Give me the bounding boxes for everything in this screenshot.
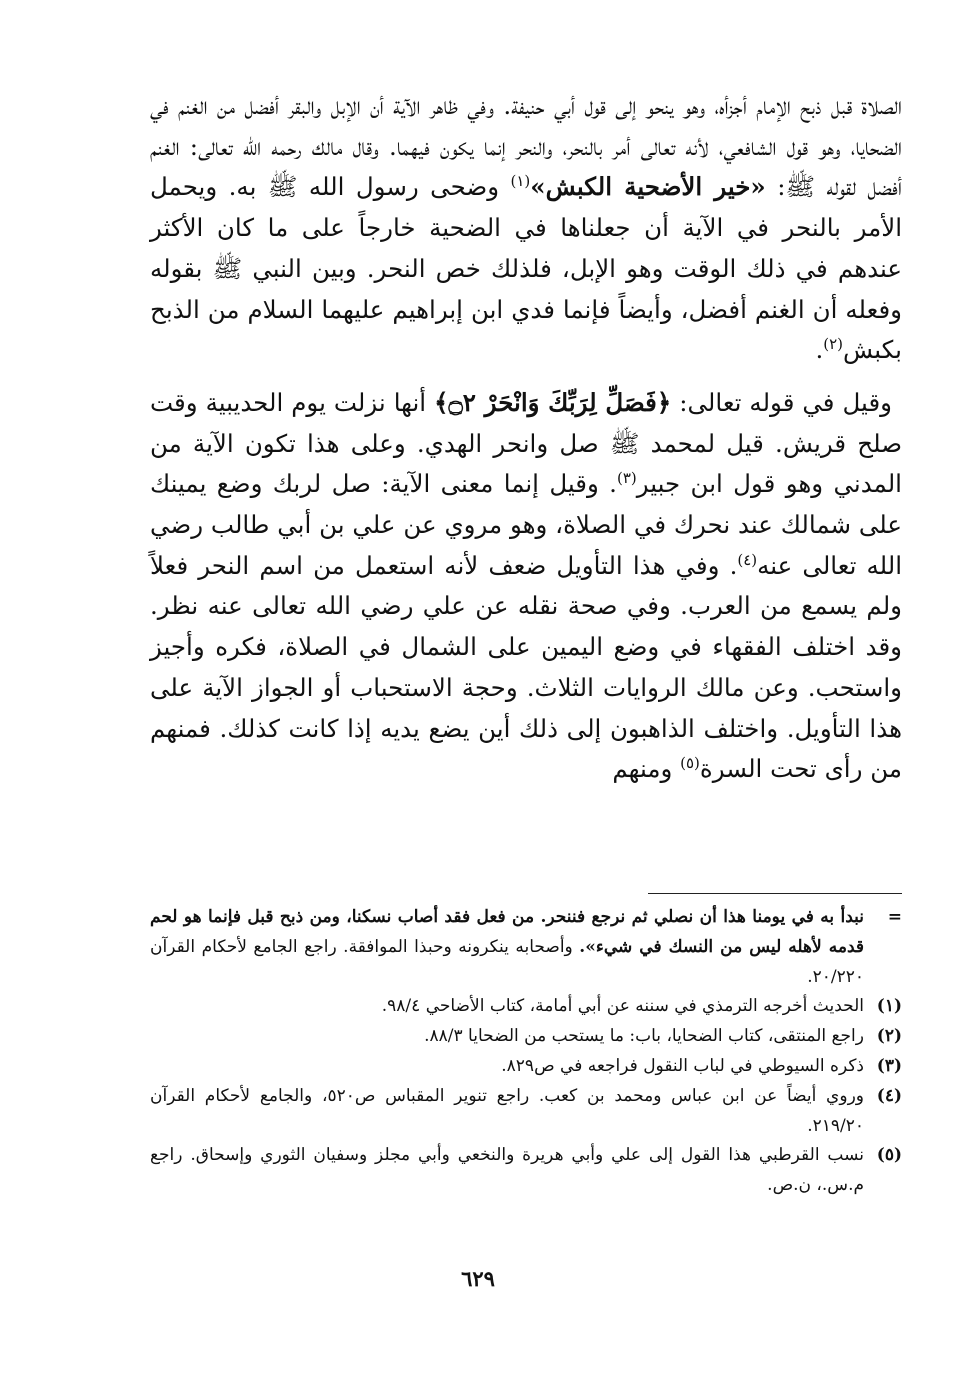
footnote-4-mark: (٤) [876, 1085, 902, 1106]
paragraph-1-text-2: وضحى رسول الله ﷺ به. ويحمل الأمر بالنحر في الآية أن جعلناها في الضحية خارجاً على ما كان الأكثر عندهم في ذلك الوقت وهو الإبل، فلذلك خص النحر. وبين النبي ﷺ بقوله وفعله أن الغنم أفضل، وأيضاً فإنما فدي ابن إبراهيم عليهما السلام من الذبح بكبش [150, 172, 902, 365]
footnote-1-text: الحديث أخرجه الترمذي في سننه عن أبي أمامة، كتاب الأضاحي ٩٨/٤. [381, 996, 864, 1017]
footnote-3 [150, 1052, 902, 1082]
footnote-5-mark: (٥) [876, 1145, 902, 1166]
footnote-4-text: وروي أيضاً عن ابن عباس ومحمد بن كعب. راجع تنوير المقباس ص٥٢٠، والجامع لأحكام القرآن ٢١٩/٢٠. [150, 1085, 864, 1136]
quran-verse: ﴿فَصَلِّ لِرَبِّكَ وَانْحَرْ ۝٢﴾ [434, 387, 672, 417]
footnote-continuation [150, 903, 902, 992]
main-text [150, 86, 902, 790]
paragraph-2-text-3: . وقيل إنما معنى الآية: صل لربك وضع يمينك على شمالك عند نحرك في الصلاة، وهو مروي عن علي بن أبي طالب رضي الله تعالى عنه [150, 469, 902, 580]
footnote-ref-3[interactable]: (٣) [616, 469, 637, 488]
footnotes [150, 903, 902, 1201]
footnote-2 [150, 1022, 902, 1052]
hadith-quote: «خير الأضحية الكبش» [530, 172, 766, 202]
page-number: ٦٢٩ [461, 1266, 495, 1291]
footnote-2-text: راجع المنتقى، كتاب الضحايا، باب: ما يستحب من الضحايا ٨٨/٣. [424, 1026, 864, 1047]
footnote-3-mark: (٣) [876, 1055, 902, 1076]
footnote-continuation-body [150, 903, 864, 992]
footnote-5-text: نسب القرطبي هذا القول إلى علي وأبي هريرة والنخعي وأبي مجلز وسفيان الثوري وإسحاق. راجع م.س.، ن.ص. [150, 1145, 864, 1196]
footnote-ref-2[interactable]: (٢) [823, 335, 844, 354]
paragraph-2-text-1: وقيل في قوله تعالى: [671, 387, 892, 417]
paragraph-2-text-5: ومنهم [612, 754, 681, 784]
footnote-3-text: ذكره السيوطي في لباب النقول فراجعه في ص٨٢٩. [501, 1055, 864, 1076]
footnote-4 [150, 1082, 902, 1142]
footnote-5 [150, 1141, 902, 1201]
footnote-divider [648, 893, 902, 894]
paragraph-1-text-3: . [815, 335, 824, 365]
footnote-ref-5[interactable]: (٥) [680, 754, 700, 773]
footnote-ref-1[interactable]: (١) [510, 172, 531, 191]
footnote-1 [150, 992, 902, 1022]
paragraph-1-text-1: الصلاة قبل ذبح الإمام أجزأه، وهو ينحو إلى قول أبي حنيفة. وفي ظاهر الآية أن الإبل والبقر أفضل من الغنم في الضحايا، وهو قول الشافعي، لأنه تعالى أمر بالنحر، والنحر إنما يكون فيهما. وقال مالك رحمه الله تعالى: الغنم أفضل لقوله ﷺ: [150, 91, 902, 202]
paragraph-2-text-2: أنها نزلت يوم الحديبية وقت صلح قريش. قيل لمحمد ﷺ صل وانحر الهدي. وعلى هذا تكون الآية من المدني وهو قول ابن جبير [150, 387, 902, 499]
paragraph-2 [150, 383, 902, 790]
paragraph-2-text-4: . وفي هذا التأويل ضعف لأنه استعمل من اسم النحر فعلاً ولم يسمع من العرب. وفي صحة نقله عن علي رضي الله تعالى عنه نظر. وقد اختلف الفقهاء في وضع اليمين على الشمال في الصلاة، فكره وأجيز واستحب. وعن مالك الروايات الثلاث. وحجة الاستحباب أو الجواز الآية على هذا التأويل. واختلف الذاهبون إلى ذلك أين يضع يديه إذا كانت كذلك. فمنهم من رأى تحت السرة [150, 550, 902, 784]
footnote-continuation-text: وأصحابه ينكرونه وحبذا الموافقة. راجع الجامع لأحكام القرآن ٢٠/٢٢٠. [150, 936, 864, 987]
footnote-1-mark: (١) [876, 996, 902, 1017]
footnote-continuation-bold: نبدأ به في يومنا هذا أن نصلي ثم نرجع فننحر. من فعل فقد أصاب نسكنا، ومن ذبح قبل فإنما هو لحم قدمه لأهله ليس من النسك في شيء». [150, 907, 864, 957]
footnote-ref-4[interactable]: (٤) [737, 550, 758, 569]
footnote-2-mark: (٢) [876, 1026, 902, 1047]
footnote-continuation-mark: = [887, 907, 902, 927]
paragraph-1 [150, 86, 902, 371]
